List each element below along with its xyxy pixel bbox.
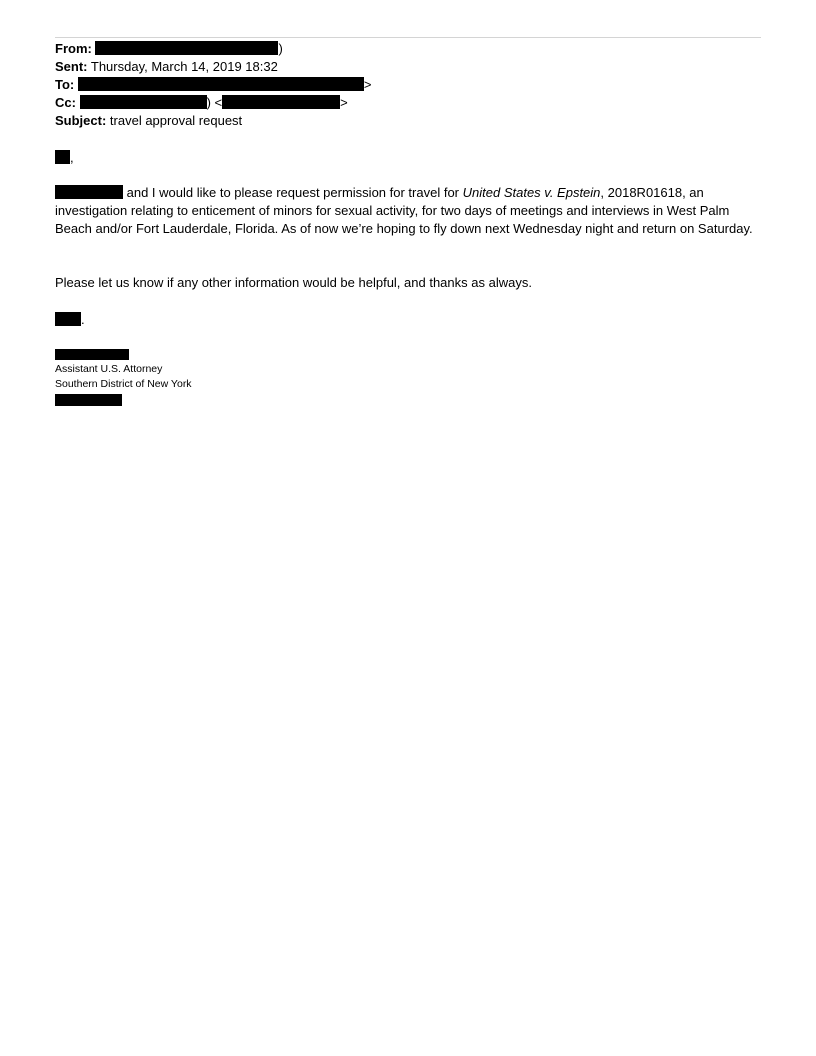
redaction-cc-email	[222, 95, 340, 109]
cc-suffix: >	[340, 95, 348, 110]
redaction-to	[78, 77, 364, 91]
closing-text: Please let us know if any other information would be helpful, and thanks as always.	[55, 275, 532, 290]
redaction-signature-contact	[55, 394, 122, 406]
subject-line	[55, 112, 242, 130]
redaction-signoff	[55, 312, 81, 326]
to-line	[55, 76, 371, 94]
subject-value: travel approval request	[109, 113, 243, 128]
sent-value: Thursday, March 14, 2019 18:32	[90, 59, 278, 74]
case-name: United States v. Epstein	[462, 185, 601, 200]
subject-label: Subject:	[55, 113, 107, 128]
redaction-signature-name	[55, 349, 129, 360]
paragraph-request	[55, 184, 767, 238]
header-divider	[55, 37, 761, 38]
signature-office: Southern District of New York	[55, 378, 192, 390]
redaction-greeting	[55, 150, 70, 164]
request-text-start: and I would like to please request permission for travel for	[123, 185, 463, 200]
signoff-suffix: .	[81, 312, 85, 327]
sent-line	[55, 58, 278, 76]
cc-middle: ) <	[206, 95, 223, 110]
from-line	[55, 40, 283, 58]
request-text-rest: , 2018R01618, an investigation relating to enticement of minors for sexual activity, for two days of meetings and interviews in West Palm Beach and/or Fort Lauderdale, Florida. As of now we’re hoping to fly down next Wednesday night and return on Saturday.	[55, 185, 753, 236]
to-suffix: >	[363, 77, 372, 92]
from-suffix: )	[278, 41, 283, 56]
redaction-from	[95, 41, 278, 55]
to-label: To:	[55, 77, 75, 92]
paragraph-closing	[55, 274, 767, 292]
redaction-colleague	[55, 185, 123, 199]
from-label: From:	[55, 41, 92, 56]
sent-label: Sent:	[55, 59, 88, 74]
cc-line	[55, 94, 348, 112]
signature-title: Assistant U.S. Attorney	[55, 363, 163, 375]
signoff	[55, 311, 767, 329]
cc-label: Cc:	[55, 95, 76, 110]
greeting-suffix: ,	[70, 150, 74, 165]
redaction-cc-name	[80, 95, 207, 109]
greeting	[55, 149, 767, 167]
